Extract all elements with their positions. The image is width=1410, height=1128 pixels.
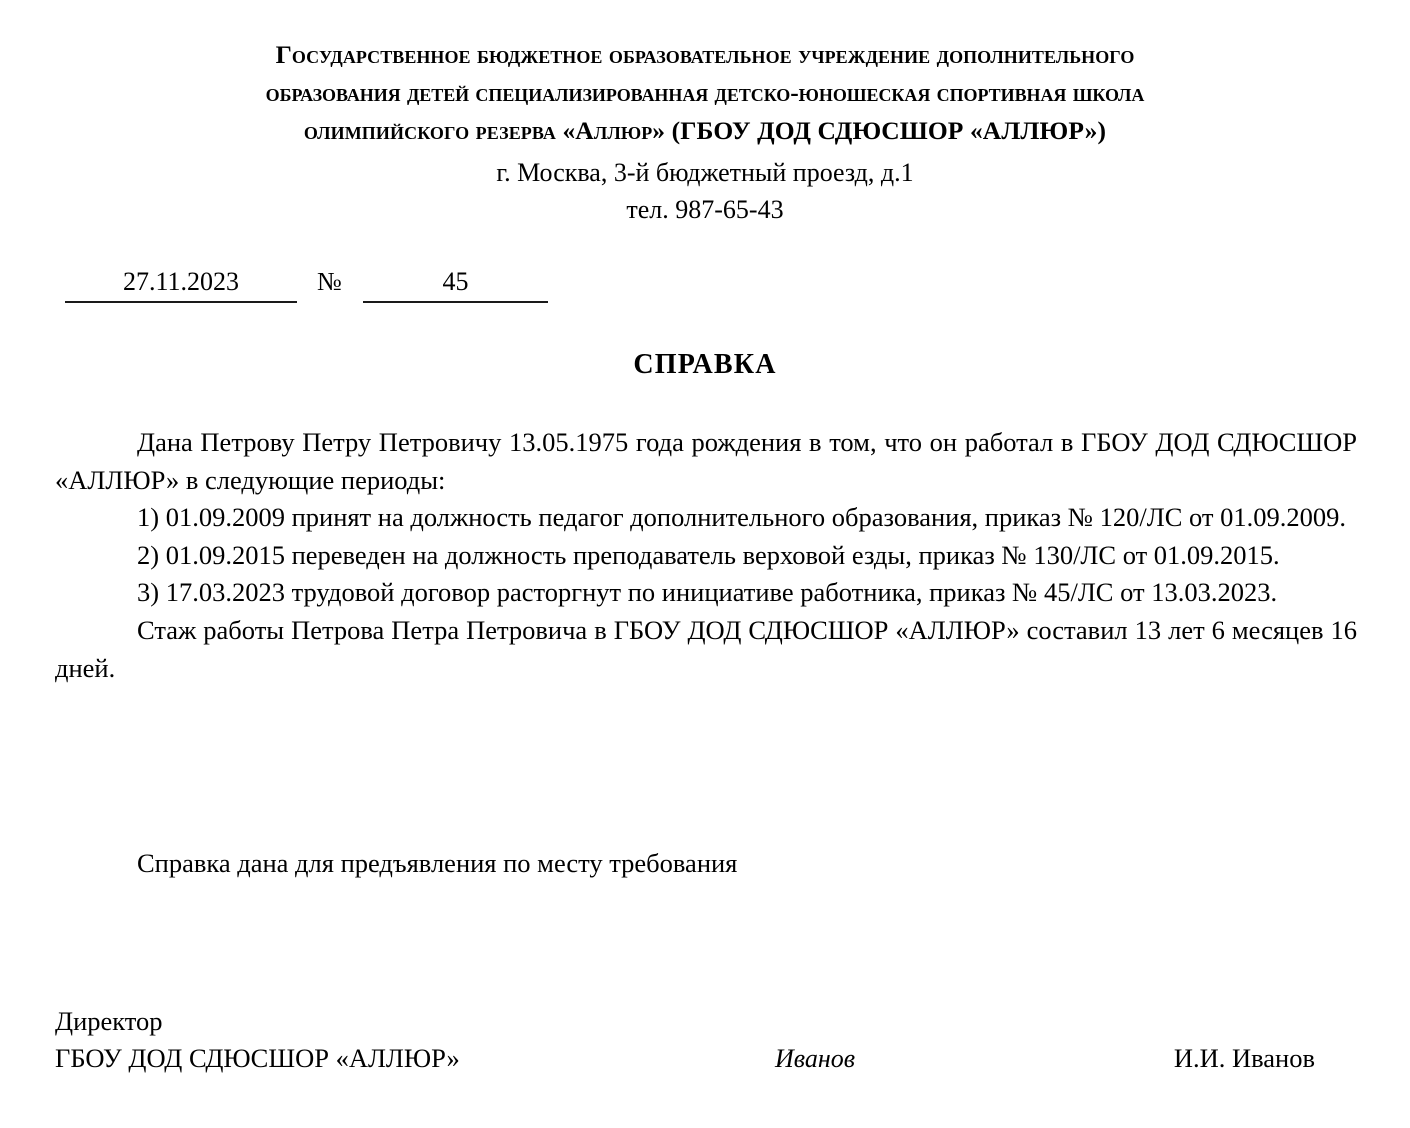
letterhead xyxy=(55,36,1355,228)
handwritten-signature: Иванов xyxy=(775,1044,856,1073)
organization-address: г. Москва, 3-й бюджетный проезд, д.1 xyxy=(496,158,914,187)
body-paragraph-item-1: 1) 01.09.2009 принят на должность педагог дополнительного образования, приказ № 120/ЛС от 01.09.2009. xyxy=(137,502,1347,533)
document-title: СПРАВКА xyxy=(633,349,777,380)
organization-name-line-3: олимпийского резерва «Аллюр» (ГБОУ ДОД СДЮСШОР «АЛЛЮР») xyxy=(303,116,1107,145)
signer-name: И.И. Иванов xyxy=(1173,1043,1315,1073)
body-paragraph-item-3: 3) 17.03.2023 трудовой договор расторгнут по инициативе работника, приказ № 45/ЛС от 13.03.2023. xyxy=(137,577,1278,608)
body-paragraph-intro: Дана Петрову Петру Петровичу 13.05.1975 года рождения в том, что он работал в ГБОУ ДОД СДЮСШОР «АЛЛЮР» в следующие периоды: xyxy=(55,427,1357,495)
body-paragraph-summary: Стаж работы Петрова Петра Петровича в ГБОУ ДОД СДЮСШОР «АЛЛЮР» составил 13 лет 6 месяцев 16 дней. xyxy=(55,614,1357,683)
organization-name-line-2: образования детей специализированная детско-юношеская спортивная школа xyxy=(265,78,1145,107)
contact-block xyxy=(55,154,1355,228)
document-number-field[interactable]: 45 xyxy=(363,265,548,303)
number-sign-label: № xyxy=(317,267,342,296)
organization-name-line-1: Государственное бюджетное образовательное учреждение дополнительного xyxy=(275,40,1135,69)
document-date-field[interactable]: 27.11.2023 xyxy=(65,265,297,303)
signature-block xyxy=(55,1003,1357,1078)
body-paragraph-item-2: 2) 01.09.2015 переведен на должность преподаватель верховой езды, приказ № 130/ЛС от 01.09.2015. xyxy=(137,539,1280,570)
signature-row xyxy=(55,1040,1357,1078)
signer-organization: ГБОУ ДОД СДЮСШОР «АЛЛЮР» xyxy=(55,1043,460,1073)
signer-role: Директор xyxy=(55,1006,163,1036)
organization-phone: тел. 987-65-43 xyxy=(626,195,784,224)
purpose-notice: Справка дана для предъявления по месту требования xyxy=(137,848,738,878)
registration-row xyxy=(55,265,615,313)
notice-block xyxy=(55,845,1357,883)
document-body xyxy=(55,424,1357,687)
